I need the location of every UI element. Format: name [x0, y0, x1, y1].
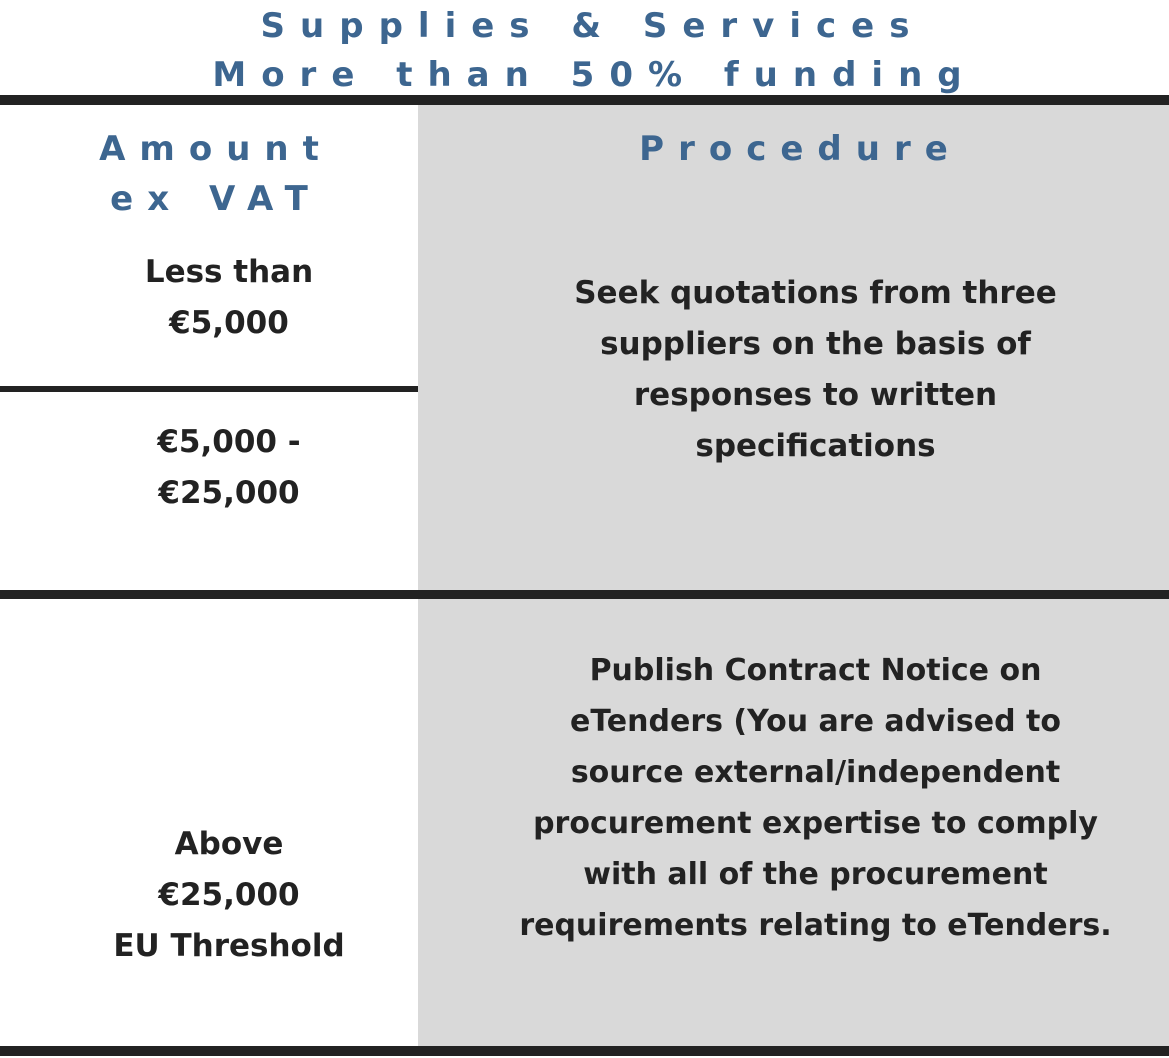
top-divider	[0, 95, 1169, 105]
procedure-cell-etenders	[418, 645, 1169, 951]
procedure-line: responses to written	[633, 377, 998, 413]
amount-line: €25,000	[158, 877, 300, 913]
bottom-divider	[0, 1046, 1169, 1056]
procedure-line: eTenders (You are advised to	[569, 704, 1061, 739]
page-title: Supplies & Services	[260, 6, 925, 46]
amount-line: Less than	[144, 254, 314, 290]
amount-row-divider	[0, 386, 418, 392]
procedure-line: source external/independent	[570, 755, 1061, 790]
procedure-line: with all of the procurement	[583, 857, 1048, 892]
amount-line: €25,000	[158, 475, 300, 511]
section-divider	[0, 590, 1169, 599]
procedure-line: suppliers on the basis of	[600, 326, 1031, 362]
page-subtitle: More than 50% funding	[212, 55, 977, 95]
procedure-line: Publish Contract Notice on	[589, 653, 1042, 688]
procedure-line: specifications	[695, 428, 936, 464]
amount-cell-5000-to-25000	[0, 417, 458, 519]
amount-header-line: ex VAT	[110, 179, 322, 219]
amount-line: Above	[174, 826, 284, 862]
amount-column-header	[0, 124, 418, 224]
amount-line: €5,000	[169, 305, 289, 341]
procedure-line: procurement expertise to comply	[533, 806, 1098, 841]
amount-line: €5,000 -	[157, 424, 301, 460]
procedure-column-header: Procedure	[639, 129, 962, 169]
procedure-line: requirements relating to eTenders.	[519, 908, 1112, 943]
amount-cell-above-25000	[0, 819, 458, 972]
procedure-cell-quotations	[418, 268, 1169, 472]
amount-header-line: Amount	[99, 129, 333, 169]
amount-line: EU Threshold	[113, 928, 345, 964]
amount-cell-less-than-5000	[0, 247, 458, 349]
procedure-line: Seek quotations from three	[574, 275, 1057, 311]
